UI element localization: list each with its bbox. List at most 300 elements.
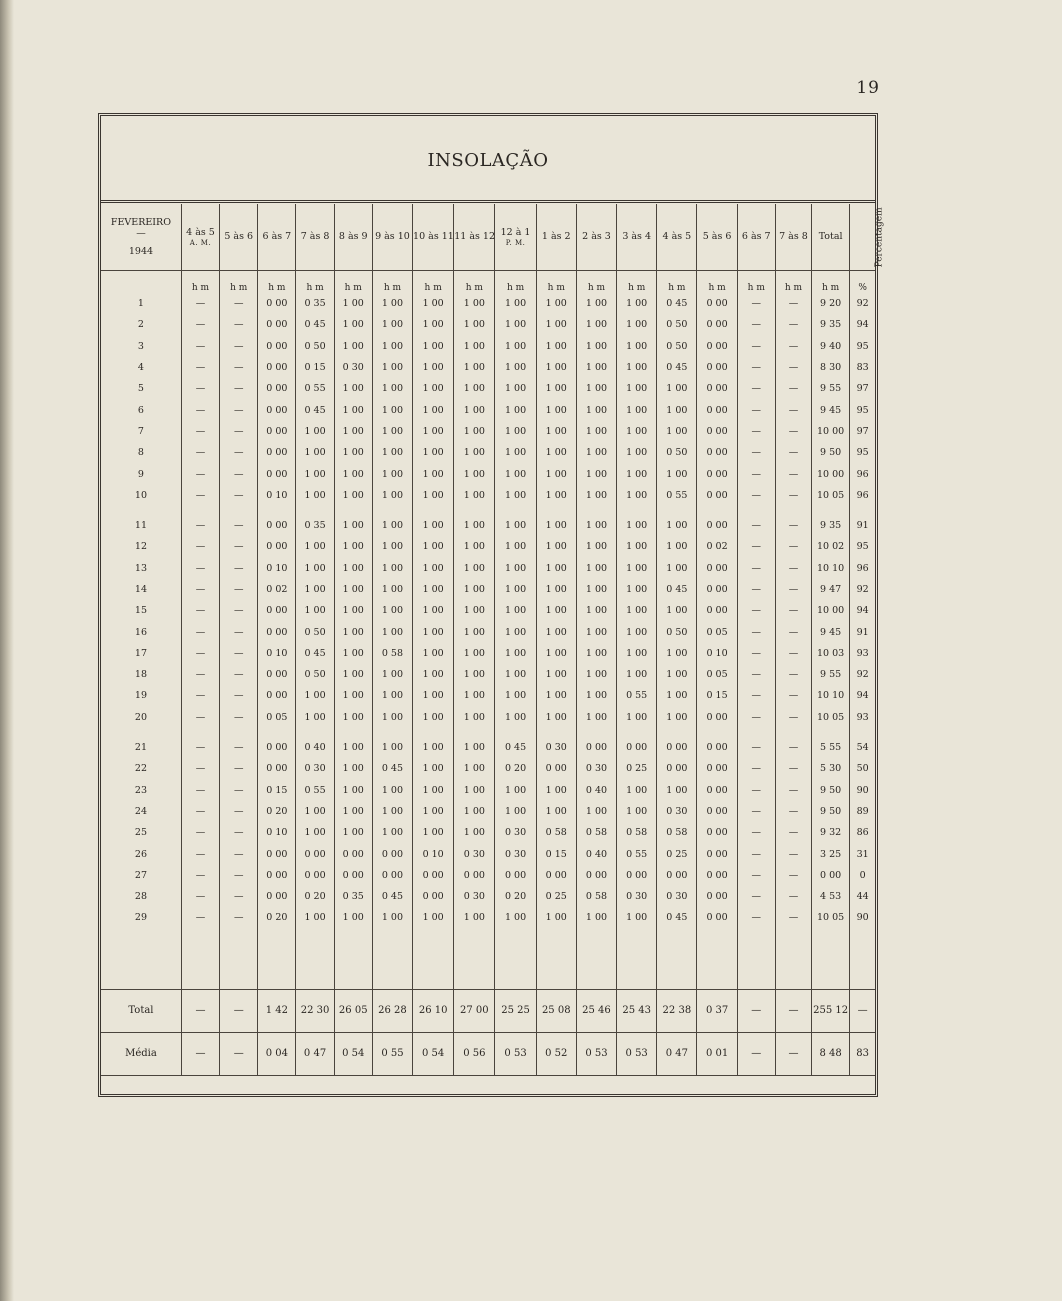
value-cell: 9 40 [812,336,850,357]
value-cell: 1 00 [296,442,334,463]
value-cell: — [220,485,258,506]
value-cell: — [775,485,811,506]
value-cell: 1 00 [536,558,576,579]
value-cell: — [737,707,775,728]
value-cell: — [775,506,811,536]
value-cell: 1 00 [454,463,495,484]
value-cell: 1 00 [296,707,334,728]
value-cell: 1 00 [372,822,412,843]
value-cell: 26 28 [372,989,412,1032]
value-cell: — [220,357,258,378]
value-cell: — [737,780,775,801]
value-cell: — [181,843,219,864]
value-cell: 8 30 [812,357,850,378]
value-cell: 1 00 [372,579,412,600]
value-cell: 1 00 [536,314,576,335]
value-cell: — [220,378,258,399]
value-cell: — [737,643,775,664]
day-cell: 16 [101,621,181,642]
value-cell: — [220,536,258,557]
value-cell: — [181,822,219,843]
value-cell: 25 46 [576,989,616,1032]
value-cell: 0 30 [334,357,372,378]
value-cell: 1 00 [454,780,495,801]
value-cell: h m [372,271,412,294]
value-cell: 1 00 [495,685,536,706]
day-cell: 24 [101,801,181,822]
value-cell: 1 00 [536,399,576,420]
value-cell: 0 45 [296,399,334,420]
value-cell: — [737,907,775,928]
value-cell: 0 30 [657,801,697,822]
value-cell: 1 00 [334,600,372,621]
value-cell: 1 00 [536,485,576,506]
value-cell: 0 35 [334,886,372,907]
value-cell: 1 00 [495,579,536,600]
value-cell: 0 56 [454,1032,495,1075]
value-cell: 1 00 [413,600,454,621]
value-cell: — [220,865,258,886]
value-cell: 1 00 [495,780,536,801]
value-cell: — [220,421,258,442]
value-cell: 0 00 [657,728,697,758]
value-cell: 0 55 [617,843,657,864]
value-cell: — [737,758,775,779]
row-label [101,271,181,294]
col-header: 11 às 12 [454,204,495,271]
value-cell: 1 00 [413,780,454,801]
value-cell: 0 00 [697,780,737,801]
value-cell: — [737,621,775,642]
value-cell: 31 [856,848,869,860]
value-cell: 0 10 [258,558,296,579]
value-cell: — [181,463,219,484]
value-cell: 0 45 [296,643,334,664]
value-cell: 1 00 [296,600,334,621]
value-cell: 0 55 [372,1032,412,1075]
table-row [101,558,875,579]
value-cell: 1 00 [495,621,536,642]
value-cell: 0 00 [258,865,296,886]
value-cell: 0 45 [372,886,412,907]
day-cell: 12 [101,536,181,557]
value-cell: 0 02 [258,579,296,600]
value-cell: 0 10 [258,822,296,843]
value-cell: 0 00 [258,536,296,557]
value-cell: 1 00 [372,293,412,314]
value-cell: 1 00 [576,336,616,357]
value-cell: 1 00 [657,558,697,579]
col-header: 9 às 10 [372,204,412,271]
value-cell: 1 00 [576,707,616,728]
col-header: 12 à 1 P. M. [495,204,536,271]
value-cell: 0 53 [495,1032,536,1075]
value-cell: h m [536,271,576,294]
value-cell: 1 00 [454,664,495,685]
value-cell: 1 00 [334,506,372,536]
value-cell: 95 [856,404,869,416]
value-cell: 1 00 [334,728,372,758]
value-cell: 1 00 [576,293,616,314]
value-cell: — [775,399,811,420]
table-row [101,485,875,506]
value-cell: 1 00 [617,558,657,579]
value-cell: 0 00 [258,600,296,621]
value-cell: — [220,643,258,664]
value-cell: 1 00 [657,780,697,801]
value-cell: 8 48 [812,1032,850,1075]
value-cell: 1 00 [372,707,412,728]
value-cell: 0 00 [657,865,697,886]
value-cell: 1 00 [657,378,697,399]
value-cell: 4 53 [812,886,850,907]
value-cell: 0 10 [697,643,737,664]
value-cell: 1 00 [657,685,697,706]
day-cell: 22 [101,758,181,779]
value-cell: — [775,621,811,642]
value-cell: 1 00 [334,758,372,779]
table-row [101,685,875,706]
value-cell: 1 00 [413,506,454,536]
value-cell: 1 00 [454,536,495,557]
value-cell: 1 00 [576,357,616,378]
value-cell: 1 00 [536,536,576,557]
value-cell: 0 00 [258,442,296,463]
value-cell: 1 00 [334,558,372,579]
value-cell: 1 00 [536,506,576,536]
value-cell: 1 00 [334,579,372,600]
value-cell: 1 00 [536,780,576,801]
value-cell: 1 00 [657,421,697,442]
value-cell: h m [220,271,258,294]
table-row [101,536,875,557]
value-cell: 1 00 [495,357,536,378]
value-cell: 1 00 [372,536,412,557]
value-cell: 1 00 [334,485,372,506]
month-dash: — [136,228,146,240]
page-title: INSOLAÇÃO [427,150,549,171]
value-cell: 1 00 [372,907,412,928]
value-cell: 0 00 [413,886,454,907]
value-cell: 9 45 [812,621,850,642]
value-cell: 25 25 [495,989,536,1032]
value-cell: 0 30 [536,728,576,758]
value-cell: 1 00 [413,357,454,378]
value-cell: 9 45 [812,399,850,420]
value-cell: 26 05 [334,989,372,1032]
day-cell: 18 [101,664,181,685]
value-cell: 0 15 [296,357,334,378]
value-cell: 1 00 [617,442,657,463]
value-cell: 1 00 [334,664,372,685]
value-cell: 1 00 [495,664,536,685]
value-cell: — [737,801,775,822]
value-cell: — [220,707,258,728]
value-cell: 1 00 [617,336,657,357]
value-cell: — [181,907,219,928]
table-row [101,463,875,484]
value-cell: 1 00 [372,558,412,579]
month-year-header [101,204,181,271]
value-cell: 0 00 [657,758,697,779]
value-cell: — [737,558,775,579]
value-cell: — [775,463,811,484]
value-cell: 83 [850,1032,875,1075]
value-cell: 1 00 [454,685,495,706]
value-cell: — [737,357,775,378]
value-cell: 0 00 [334,843,372,864]
value-cell: 1 00 [413,907,454,928]
value-cell: 1 00 [372,506,412,536]
value-cell: 1 00 [413,442,454,463]
value-cell: 1 00 [495,442,536,463]
value-cell: 0 50 [296,336,334,357]
value-cell: 1 00 [334,907,372,928]
value-cell: 10 03 [812,643,850,664]
value-cell: 0 20 [296,886,334,907]
value-cell: — [181,643,219,664]
value-cell: 1 00 [617,801,657,822]
value-cell: — [220,600,258,621]
title-divider [101,200,875,203]
value-cell: 1 00 [657,643,697,664]
book-spine-shadow [0,0,14,1301]
col-header-percentage: Percentagem [850,204,875,271]
value-cell: 1 00 [536,664,576,685]
value-cell: 1 00 [413,822,454,843]
value-cell: — [181,536,219,557]
table-row [101,621,875,642]
value-cell: 1 00 [334,336,372,357]
value-cell: — [737,728,775,758]
value-cell: 1 00 [536,907,576,928]
value-cell: 0 58 [576,822,616,843]
value-cell: 0 10 [258,485,296,506]
value-cell: 0 37 [697,989,737,1032]
value-cell: 10 05 [812,907,850,928]
value-cell: 1 00 [413,536,454,557]
value-cell: 1 00 [454,336,495,357]
value-cell: 1 00 [536,801,576,822]
value-cell: 1 00 [334,421,372,442]
value-cell: 0 55 [617,685,657,706]
value-cell: 0 00 [697,707,737,728]
value-cell: 25 43 [617,989,657,1032]
value-cell: 0 47 [657,1032,697,1075]
day-cell: 29 [101,907,181,928]
value-cell: 0 00 [258,314,296,335]
value-cell: 93 [856,647,869,659]
value-cell: — [220,442,258,463]
value-cell: 0 05 [697,664,737,685]
value-cell: h m [413,271,454,294]
value-cell: — [737,399,775,420]
value-cell: 9 47 [812,579,850,600]
value-cell: h m [258,271,296,294]
value-cell: 1 00 [454,801,495,822]
value-cell: 1 00 [296,801,334,822]
value-cell: 1 42 [258,989,296,1032]
value-cell: 0 00 [697,801,737,822]
value-cell: 1 00 [372,357,412,378]
value-cell: 0 04 [258,1032,296,1075]
value-cell: 1 00 [536,707,576,728]
value-cell: 1 00 [413,314,454,335]
value-cell: 1 00 [617,506,657,536]
value-cell: 0 58 [617,822,657,843]
table-row [101,865,875,886]
value-cell: 1 00 [454,707,495,728]
value-cell: 0 45 [657,357,697,378]
value-cell: 1 00 [334,378,372,399]
day-cell: 20 [101,707,181,728]
value-cell: 1 00 [617,536,657,557]
value-cell: 10 00 [812,463,850,484]
value-cell: 0 00 [258,664,296,685]
value-cell: 0 55 [296,378,334,399]
value-cell: 0 20 [258,801,296,822]
value-cell: 0 00 [372,843,412,864]
value-cell: 0 00 [258,621,296,642]
value-cell: 1 00 [617,314,657,335]
value-cell: 1 00 [617,293,657,314]
table-row [101,822,875,843]
value-cell: 1 00 [454,643,495,664]
value-cell: — [181,314,219,335]
value-cell: 0 00 [697,579,737,600]
value-cell: 0 00 [697,485,737,506]
value-cell: 94 [856,605,869,617]
value-cell: 95 [856,340,869,352]
day-cell: 19 [101,685,181,706]
value-cell: 1 00 [576,485,616,506]
value-cell: 1 00 [334,314,372,335]
col-header: 6 às 7 [737,204,775,271]
value-cell: 1 00 [413,685,454,706]
value-cell: — [181,485,219,506]
value-cell: 0 20 [495,758,536,779]
value-cell: 1 00 [372,801,412,822]
value-cell: — [220,558,258,579]
table-row [101,664,875,685]
value-cell: 10 05 [812,485,850,506]
value-cell: 1 00 [576,506,616,536]
value-cell: — [220,907,258,928]
value-cell: — [220,801,258,822]
value-cell: 0 00 [258,506,296,536]
value-cell: 0 00 [697,506,737,536]
value-cell: 0 45 [372,758,412,779]
value-cell: 92 [856,669,869,681]
value-cell: 1 00 [334,822,372,843]
value-cell: 1 00 [372,780,412,801]
value-cell: 0 00 [536,758,576,779]
value-cell: — [850,989,875,1032]
value-cell: 0 10 [413,843,454,864]
value-cell: — [220,685,258,706]
table-row [101,643,875,664]
value-cell: 1 00 [576,685,616,706]
value-cell: 9 35 [812,314,850,335]
value-cell: 0 00 [697,336,737,357]
value-cell: 27 00 [454,989,495,1032]
value-cell: 1 00 [296,536,334,557]
value-cell: — [737,685,775,706]
value-cell: 0 58 [657,822,697,843]
value-cell: 0 40 [576,843,616,864]
value-cell: 1 00 [657,536,697,557]
value-cell: 1 00 [495,707,536,728]
value-cell: 0 58 [372,643,412,664]
value-cell: — [775,886,811,907]
value-cell: — [775,822,811,843]
value-cell: 0 58 [536,822,576,843]
value-cell: — [181,865,219,886]
value-cell: 96 [856,562,869,574]
value-cell: 0 20 [495,886,536,907]
col-header: 3 às 4 [617,204,657,271]
table-row [101,907,875,928]
value-cell: — [181,399,219,420]
value-cell: 0 00 [454,865,495,886]
day-cell: 13 [101,558,181,579]
col-header: 7 às 8 [775,204,811,271]
value-cell: — [775,685,811,706]
value-cell: 1 00 [454,558,495,579]
value-cell: — [181,357,219,378]
value-cell: 96 [856,468,869,480]
value-cell: — [181,621,219,642]
value-cell: 10 00 [812,600,850,621]
value-cell: 1 00 [413,728,454,758]
value-cell: 1 00 [536,685,576,706]
day-cell: 2 [101,314,181,335]
value-cell: — [737,421,775,442]
value-cell: 1 00 [657,399,697,420]
value-cell: 0 30 [454,843,495,864]
value-cell: 1 00 [334,707,372,728]
value-cell: 1 00 [334,621,372,642]
value-cell: 1 00 [334,536,372,557]
value-cell: 96 [856,489,869,501]
value-cell: h m [775,271,811,294]
value-cell: 1 00 [454,485,495,506]
value-cell: 1 00 [413,758,454,779]
day-cell: 17 [101,643,181,664]
value-cell: 1 00 [372,600,412,621]
value-cell: — [775,758,811,779]
value-cell: 0 30 [495,843,536,864]
value-cell: 0 50 [296,621,334,642]
value-cell: 1 00 [454,378,495,399]
col-header: 6 às 7 [258,204,296,271]
value-cell: 1 00 [576,314,616,335]
value-cell: 1 00 [536,579,576,600]
day-cell: 10 [101,485,181,506]
day-cell: 8 [101,442,181,463]
col-header: 5 às 6 [697,204,737,271]
value-cell: 0 00 [697,600,737,621]
value-cell: — [737,536,775,557]
value-cell: 91 [856,626,869,638]
value-cell: — [181,685,219,706]
value-cell: 92 [856,298,869,310]
value-cell: 1 00 [413,336,454,357]
value-cell: 0 00 [697,421,737,442]
value-cell: — [775,801,811,822]
value-cell: h m [617,271,657,294]
value-cell: — [737,822,775,843]
